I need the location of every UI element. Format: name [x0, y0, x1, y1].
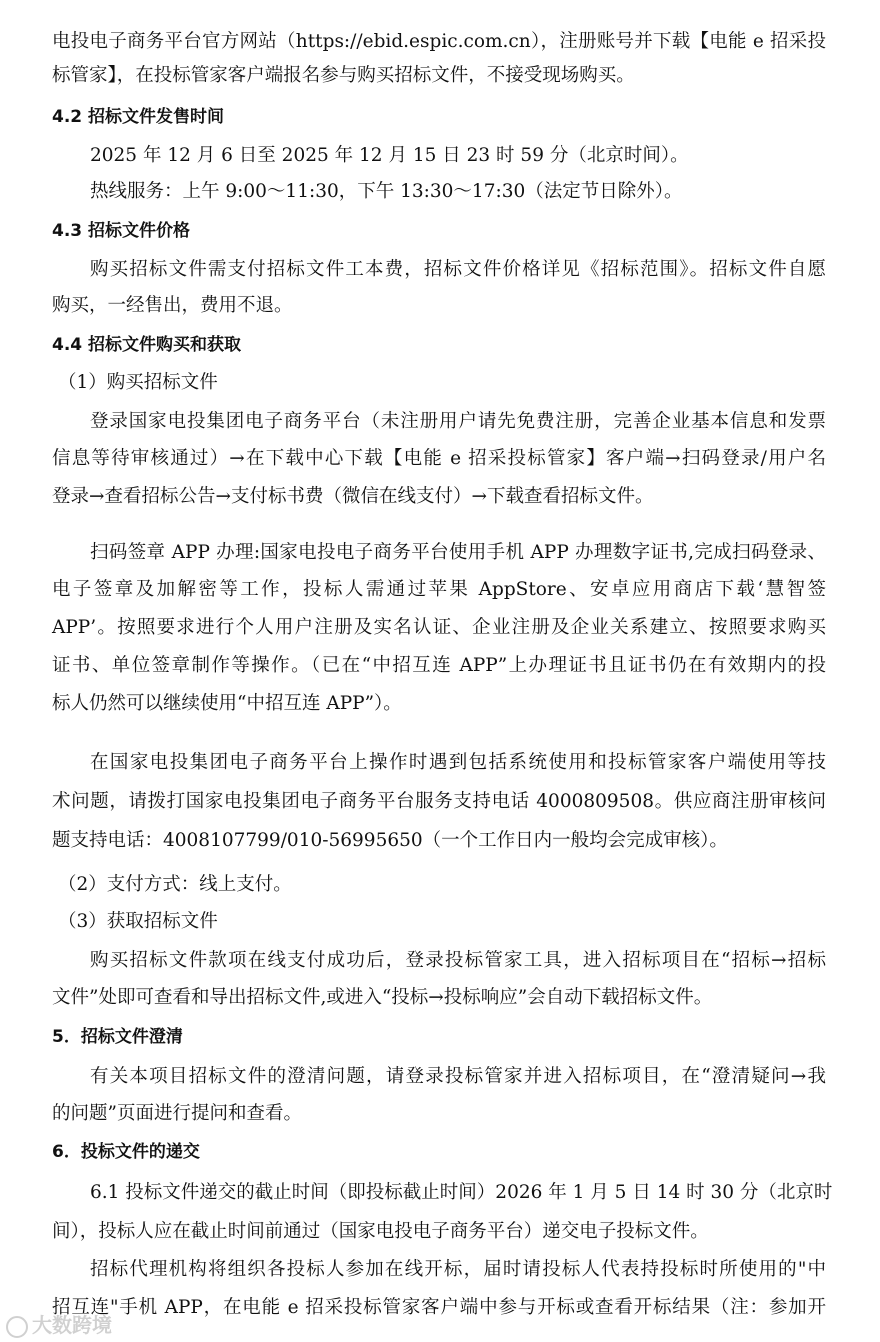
paragraph-line: 2025 年 12 月 6 日至 2025 年 12 月 15 日 23 时 59 分（北京时间）。 — [90, 145, 689, 166]
paragraph-line: 题支持电话：4008107799/010-56995650（一个工作日内一般均会完成审核）。 — [52, 830, 728, 851]
paragraph-line: 招标代理机构将组织各投标人参加在线开标，届时请投标人代表持投标时所使用的"中 — [90, 1259, 826, 1280]
paragraph-line: 标人仍然可以继续使用“中招互连 APP”）。 — [52, 693, 402, 714]
paragraph-line: 证书、单位签章制作等操作。（已在“中招互连 APP”上办理证书且证书仍在有效期内的投 — [52, 655, 826, 676]
paragraph-line: 在国家电投集团电子商务平台上操作时遇到包括系统使用和投标管家客户端使用等技 — [90, 752, 826, 773]
watermark-text: 大数跨境 — [32, 1313, 112, 1337]
paragraph-line: APP’。按照要求进行个人用户注册及实名认证、企业注册及企业关系建立、按照要求购买 — [52, 617, 826, 638]
paragraph-line: 电投电子商务平台官方网站（https://ebid.espic.com.cn），注册账号并下载【电能 e 招采投 — [52, 31, 826, 52]
section-heading: 4.2 招标文件发售时间 — [52, 107, 225, 127]
section-heading: 6．投标文件的递交 — [52, 1142, 200, 1162]
paragraph-line: 间），投标人应在截止时间前通过（国家电投电子商务平台）递交电子投标文件。 — [52, 1221, 709, 1242]
subsection-heading: （2）支付方式：线上支付。 — [58, 874, 292, 895]
paragraph-line: 6.1 投标文件递交的截止时间（即投标截止时间）2026 年 1 月 5 日 14 时 30 分（北京时 — [90, 1182, 833, 1203]
paragraph-line: 信息等待审核通过）→在下载中心下载【电能 e 招采投标管家】客户端→扫码登录/用户名 — [52, 448, 826, 469]
subsection-heading: （1）购买招标文件 — [58, 372, 218, 393]
paragraph-line: 购买招标文件款项在线支付成功后，登录投标管家工具，进入招标项目在“招标→招标 — [90, 950, 826, 971]
paragraph-line: 登录→查看招标公告→支付标书费（微信在线支付）→下载查看招标文件。 — [52, 486, 654, 507]
watermark-logo-icon — [6, 1316, 28, 1338]
paragraph-line: 购买招标文件需支付招标文件工本费，招标文件价格详见《招标范围》。招标文件自愿 — [90, 259, 826, 280]
paragraph-line: 招互连"手机 APP，在电能 e 招采投标管家客户端中参与开标或查看开标结果（注：参加开 — [52, 1297, 826, 1318]
paragraph-line: 的问题”页面进行提问和查看。 — [52, 1103, 302, 1124]
section-heading: 4.4 招标文件购买和获取 — [52, 335, 242, 355]
paragraph-line: 标管家】，在投标管家客户端报名参与购买招标文件，不接受现场购买。 — [52, 65, 635, 86]
subsection-heading: （3）获取招标文件 — [58, 911, 218, 932]
paragraph-line: 有关本项目招标文件的澄清问题，请登录投标管家并进入招标项目，在“澄清疑问→我 — [90, 1066, 826, 1087]
paragraph-line: 文件”处即可查看和导出招标文件,或进入“投标→投标响应”会自动下载招标文件。 — [52, 987, 713, 1008]
watermark — [6, 1309, 112, 1338]
section-heading: 5．招标文件澄清 — [52, 1027, 183, 1047]
paragraph-line: 登录国家电投集团电子商务平台（未注册用户请先免费注册，完善企业基本信息和发票 — [90, 411, 826, 432]
paragraph-line: 术问题，请拨打国家电投集团电子商务平台服务支持电话 4000809508。供应商注册审核问 — [52, 791, 826, 812]
paragraph-line: 扫码签章 APP 办理:国家电投电子商务平台使用手机 APP 办理数字证书,完成扫码登录、 — [90, 542, 826, 563]
paragraph-line: 电子签章及加解密等工作，投标人需通过苹果 AppStore、安卓应用商店下载‘慧智签 — [52, 579, 826, 600]
paragraph-line: 热线服务：上午 9:00～11:30，下午 13:30～17:30（法定节日除外）。 — [90, 181, 683, 202]
paragraph-line: 购买，一经售出，费用不退。 — [52, 295, 293, 316]
section-heading: 4.3 招标文件价格 — [52, 221, 191, 241]
